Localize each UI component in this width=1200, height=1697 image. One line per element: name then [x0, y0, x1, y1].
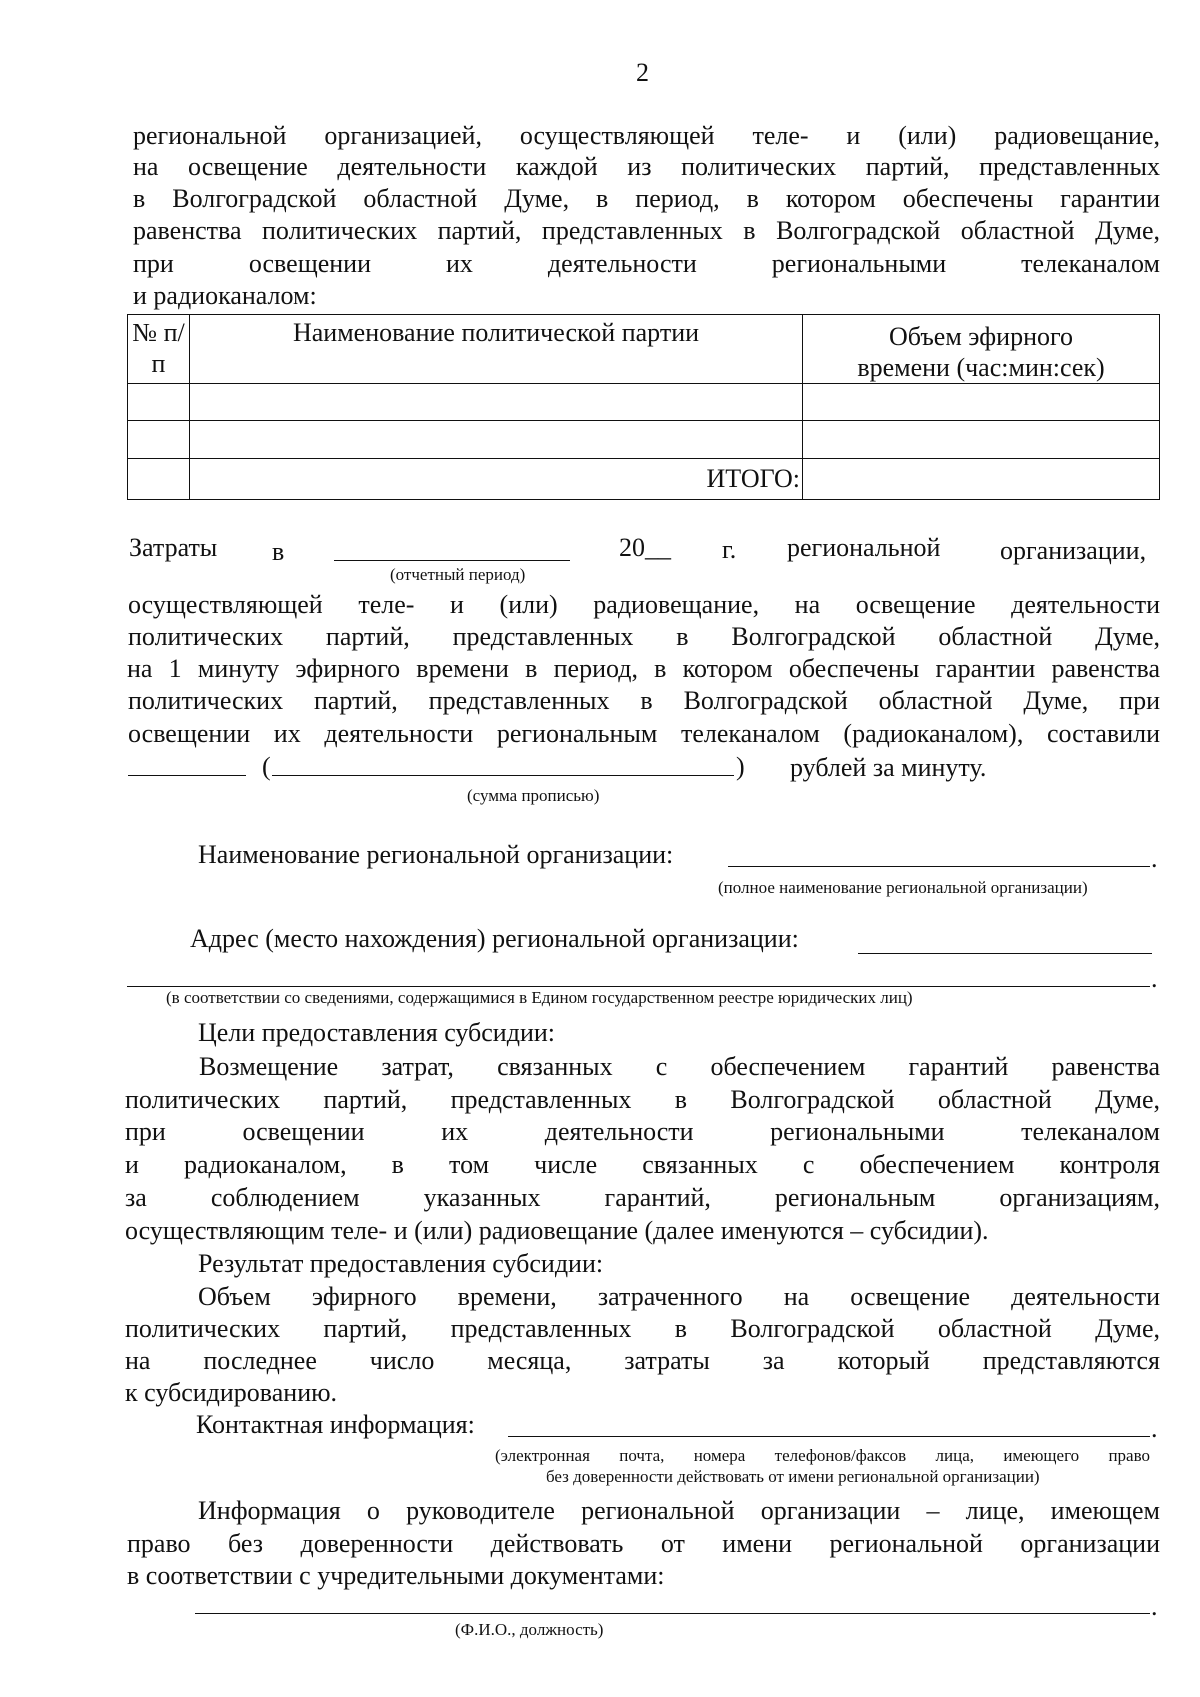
org-name-dot: .	[1151, 844, 1158, 873]
head-caption: (Ф.И.О., должность)	[455, 1620, 604, 1639]
head-info-line-2: право без доверенности действовать от имени региональной организации	[127, 1529, 1160, 1558]
total-value-cell	[803, 459, 1160, 500]
goals-line-1: Возмещение затрат, связанных с обеспечением гарантий равенства	[199, 1052, 1160, 1081]
expenses-line-4: политических партий, представленных в Волгоградской областной Думе, при	[128, 686, 1160, 715]
expenses-line-3: на 1 минуту эфирного времени в период, в котором обеспечены гарантии равенства	[127, 654, 1160, 683]
expenses-year: 20__	[619, 533, 671, 562]
expenses-line-2: политических партий, представленных в Волгоградской областной Думе,	[128, 622, 1160, 651]
result-line-4: к субсидированию.	[125, 1378, 338, 1407]
address-blank-1	[858, 953, 1152, 954]
expenses-line-1: осуществляющей теле- и (или) радиовещание, на освещение деятельности	[128, 590, 1160, 619]
table-cell	[128, 459, 190, 500]
table-row	[128, 421, 1160, 459]
expenses-word-regional: региональной	[787, 533, 941, 562]
intro-line-2: на освещение деятельности каждой из политических партий, представленных	[133, 152, 1160, 181]
header-num: № п/п	[128, 315, 190, 384]
org-name-caption: (полное наименование региональной организации)	[718, 878, 1088, 897]
result-line-3: на последнее число месяца, затраты за который представляются	[125, 1346, 1160, 1375]
address-dot: .	[1151, 964, 1158, 993]
period-caption: (отчетный период)	[390, 565, 526, 584]
expenses-word-g: г.	[722, 535, 737, 564]
address-label: Адрес (место нахождения) региональной организации:	[190, 924, 799, 953]
contact-caption-2: без доверенности действовать от имени региональной организации)	[546, 1467, 1040, 1486]
table-total-row	[128, 459, 1160, 500]
intro-line-1: региональной организацией, осуществляющей теле- и (или) радиовещание,	[133, 121, 1160, 150]
table-cell	[128, 421, 190, 459]
address-blank-2	[127, 986, 1150, 987]
rubles-per-minute: рублей за минуту.	[790, 753, 987, 782]
period-blank	[334, 560, 570, 561]
address-caption: (в соответствии со сведениями, содержащимися в Едином государственном реестре юридических лиц)	[166, 988, 913, 1007]
header-volume: Объем эфирного времени (час:мин:сек)	[803, 315, 1160, 384]
total-label: ИТОГО:	[190, 459, 803, 500]
head-info-line-1: Информация о руководителе региональной организации – лице, имеющем	[198, 1496, 1160, 1525]
table-cell	[128, 384, 190, 421]
goals-line-4: и радиоканалом, в том числе связанных с обеспечением контроля	[125, 1150, 1160, 1179]
expenses-word-zatraty: Затраты	[129, 533, 218, 562]
goals-line-2: политических партий, представленных в Волгоградской областной Думе,	[125, 1085, 1160, 1114]
contact-blank	[508, 1436, 1150, 1437]
org-name-blank	[728, 866, 1150, 867]
expenses-word-org: организации,	[1000, 536, 1147, 565]
amount-blank	[128, 775, 246, 776]
result-heading: Результат предоставления субсидии:	[198, 1249, 604, 1278]
org-name-label: Наименование региональной организации:	[198, 840, 674, 869]
intro-line-6: и радиоканалом:	[133, 281, 317, 310]
table-cell	[803, 421, 1160, 459]
table-header-row	[128, 315, 1160, 384]
sum-in-words-blank	[272, 775, 734, 776]
table-cell	[190, 421, 803, 459]
intro-line-5: при освещении их деятельности региональными телеканалом	[133, 249, 1160, 278]
contact-caption-1: (электронная почта, номера телефонов/факсов лица, имеющего право	[495, 1446, 1150, 1465]
goals-line-5: за соблюдением указанных гарантий, региональным организациям,	[125, 1183, 1160, 1212]
page-number: 2	[636, 58, 649, 87]
table-cell	[803, 384, 1160, 421]
table-row	[128, 384, 1160, 421]
sum-caption: (сумма прописью)	[467, 786, 600, 805]
result-line-2: политических партий, представленных в Волгоградской областной Думе,	[125, 1314, 1160, 1343]
contact-label: Контактная информация:	[196, 1410, 475, 1439]
parties-table	[127, 314, 1160, 500]
contact-dot: .	[1151, 1414, 1158, 1443]
table-cell	[190, 384, 803, 421]
head-name-blank	[195, 1613, 1150, 1614]
goals-line-3: при освещении их деятельности региональными телеканалом	[125, 1117, 1160, 1146]
goals-line-6: осуществляющим теле- и (или) радиовещание (далее именуются – субсидии).	[125, 1216, 989, 1245]
head-info-line-3: в соответствии с учредительными документами:	[127, 1561, 665, 1590]
intro-line-3: в Волгоградской областной Думе, в период, в котором обеспечены гарантии	[133, 184, 1160, 213]
goals-heading: Цели предоставления субсидии:	[198, 1018, 556, 1047]
result-line-1: Объем эфирного времени, затраченного на освещение деятельности	[198, 1282, 1160, 1311]
expenses-word-v: в	[272, 537, 285, 566]
intro-line-4: равенства политических партий, представленных в Волгоградской областной Думе,	[133, 216, 1160, 245]
expenses-line-5: освещении их деятельности региональным телеканалом (радиоканалом), составили	[128, 719, 1160, 748]
close-paren: )	[736, 752, 745, 781]
header-party: Наименование политической партии	[190, 315, 803, 384]
head-dot: .	[1151, 1592, 1158, 1621]
open-paren: (	[262, 752, 271, 781]
